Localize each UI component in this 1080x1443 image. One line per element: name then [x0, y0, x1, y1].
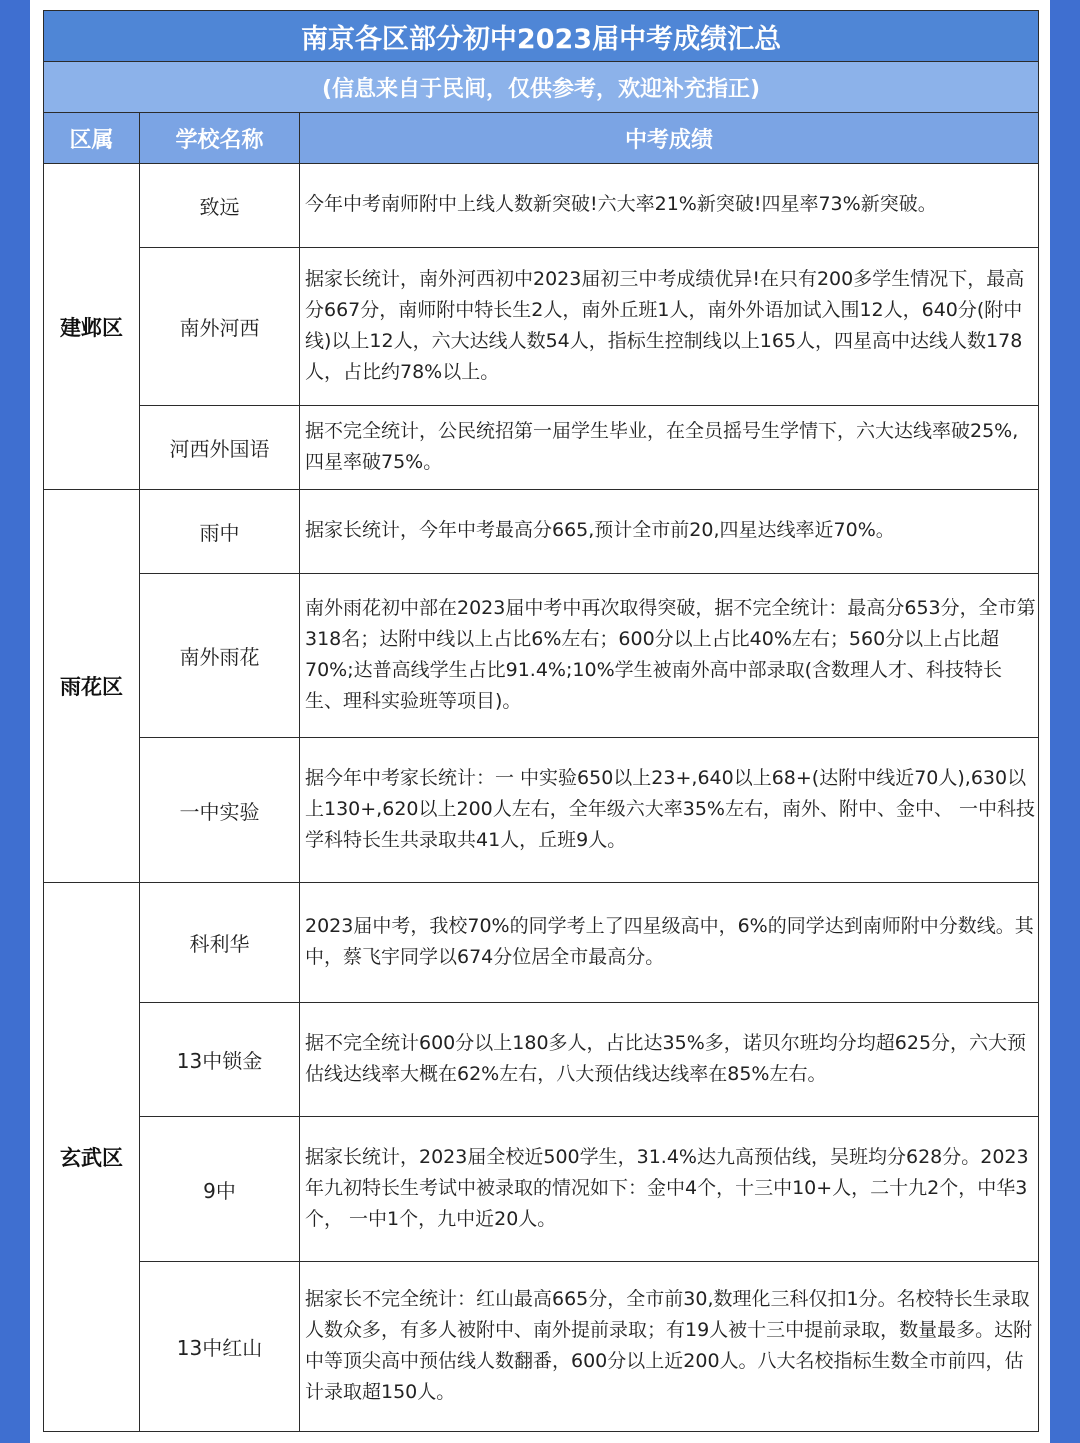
table-row	[44, 406, 1039, 490]
district-cell-jianye: 建邺区	[44, 164, 140, 490]
school-name-cell: 南外河西	[140, 248, 300, 406]
school-name-cell: 9中	[140, 1117, 300, 1262]
school-name-cell: 致远	[140, 164, 300, 248]
school-name-cell: 河西外国语	[140, 406, 300, 490]
result-cell: 南外雨花初中部在2023届中考中再次取得突破，据不完全统计：最高分653分，全市第318名；达附中线以上占比6%左右；600分以上占比40%左右；560分以上占比超70%;达普高线学生占比91.4%;10%学生被南外高中部录取(含数理人才、科技特长生、理科实验班等项目)。	[300, 574, 1039, 738]
table-row	[44, 1262, 1039, 1432]
result-cell: 据家长不完全统计：红山最高665分，全市前30,数理化三科仅扣1分。名校特长生录取人数众多，有多人被附中、南外提前录取；有19人被十三中提前录取，数量最多。达附中等顶尖高中预估线人数翻番，600分以上近200人。八大名校指标生数全市前四，估计录取超150人。	[300, 1262, 1039, 1432]
result-cell: 据家长统计，南外河西初中2023届初三中考成绩优异!在只有200多学生情况下，最高分667分，南师附中特长生2人，南外丘班1人，南外外语加试入围12人，640分(附中线)以上12人，六大达线人数54人，指标生控制线以上165人，四星高中达线人数178人，占比约78%以上。	[300, 248, 1039, 406]
column-header-school: 学校名称	[140, 113, 300, 164]
result-cell: 据不完全统计600分以上180多人，占比达35%多，诺贝尔班均分均超625分，六大预估线达线率大概在62%左右，八大预估线达线率在85%左右。	[300, 1003, 1039, 1117]
table-row	[44, 1117, 1039, 1262]
table-subtitle: (信息来自于民间，仅供参考，欢迎补充指正)	[44, 62, 1039, 113]
table-row	[44, 574, 1039, 738]
school-name-cell: 科利华	[140, 883, 300, 1003]
result-cell: 2023届中考，我校70%的同学考上了四星级高中，6%的同学达到南师附中分数线。其中，蔡飞宇同学以674分位居全市最高分。	[300, 883, 1039, 1003]
table-row	[44, 738, 1039, 883]
district-cell-xuanwu: 玄武区	[44, 883, 140, 1432]
result-cell: 今年中考南师附中上线人数新突破!六大率21%新突破!四星率73%新突破。	[300, 164, 1039, 248]
school-name-cell: 13中红山	[140, 1262, 300, 1432]
results-table	[43, 10, 1039, 1432]
district-cell-yuhua: 雨花区	[44, 490, 140, 883]
column-header-district: 区属	[44, 113, 140, 164]
table-title: 南京各区部分初中2023届中考成绩汇总	[44, 11, 1039, 62]
table-row	[44, 164, 1039, 248]
title-row	[44, 11, 1039, 62]
page-sheet	[30, 0, 1050, 1443]
table-row	[44, 248, 1039, 406]
table-row	[44, 883, 1039, 1003]
result-cell: 据家长统计，今年中考最高分665,预计全市前20,四星达线率近70%。	[300, 490, 1039, 574]
column-header-row	[44, 113, 1039, 164]
subtitle-row	[44, 62, 1039, 113]
table-row	[44, 490, 1039, 574]
school-name-cell: 雨中	[140, 490, 300, 574]
school-name-cell: 13中锁金	[140, 1003, 300, 1117]
result-cell: 据不完全统计，公民统招第一届学生毕业，在全员摇号生学情下，六大达线率破25%,四星率破75%。	[300, 406, 1039, 490]
column-header-result: 中考成绩	[300, 113, 1039, 164]
result-cell: 据今年中考家长统计：一 中实验650以上23+,640以上68+(达附中线近70人),630以上130+,620以上200人左右，全年级六大率35%左右，南外、附中、金中、 一中科技学科特长生共录取共41人，丘班9人。	[300, 738, 1039, 883]
result-cell: 据家长统计，2023届全校近500学生，31.4%达九高预估线，吴班均分628分。2023年九初特长生考试中被录取的情况如下：金中4个，十三中10+人，二十九2个，中华3个， 一中1个，九中近20人。	[300, 1117, 1039, 1262]
school-name-cell: 一中实验	[140, 738, 300, 883]
table-row	[44, 1003, 1039, 1117]
school-name-cell: 南外雨花	[140, 574, 300, 738]
